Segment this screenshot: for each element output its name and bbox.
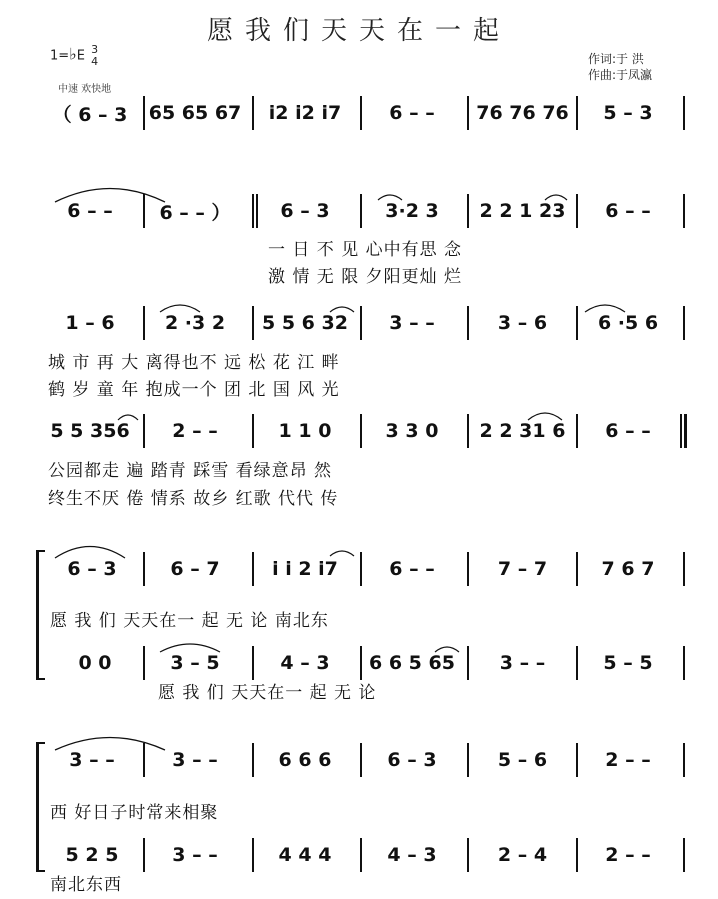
slur-arc xyxy=(160,305,200,312)
measure: 4 – 3 xyxy=(387,844,437,866)
measure: 6 – – xyxy=(67,200,113,222)
measure: 6 ·5 6 xyxy=(597,312,659,334)
tie-arc xyxy=(55,738,165,751)
lyric-verse-1: 一 日 不 见 心中有思 念 xyxy=(268,240,463,260)
measure: 3 – – xyxy=(69,749,115,771)
measure: 5 2 5 xyxy=(65,844,119,866)
measure: 2 – – xyxy=(172,420,218,442)
measure: 3 – – xyxy=(389,312,435,334)
tempo-marking: 中速 欢快地 xyxy=(58,84,112,95)
measure: 6 – – xyxy=(389,102,435,124)
flat-icon: ♭ xyxy=(69,44,77,64)
slur-arc xyxy=(118,415,138,420)
key-note: E xyxy=(76,48,85,64)
lyric-verse-2: 终生不厌 倦 情系 故乡 红歌 代代 传 xyxy=(48,489,339,509)
measure: i2 i2 i7 xyxy=(268,102,342,124)
measure: 5 – 6 xyxy=(497,749,548,771)
measure: 6 – 3 xyxy=(280,200,330,222)
lyric-harmony: 愿 我 们 天天在一 起 无 论 xyxy=(158,683,377,703)
slur-arc xyxy=(435,647,459,652)
composer-credit: 作曲:于凤瀛 xyxy=(588,68,653,82)
slur-arc xyxy=(545,195,567,200)
measure: 5 – 3 xyxy=(603,102,653,124)
slur-arc xyxy=(330,551,354,556)
measure: 5 – 5 xyxy=(603,652,653,674)
key-prefix: 1= xyxy=(50,48,70,64)
lyric-verse-2: 激 情 无 限 夕阳更灿 烂 xyxy=(268,267,463,287)
measure: 6 – – ） xyxy=(159,201,231,224)
lyric-harmony: 南北东西 xyxy=(50,875,122,895)
measure: 3 – – xyxy=(499,652,546,674)
tie-arc xyxy=(55,547,125,559)
slur-arc xyxy=(378,195,402,200)
measure: 6 – – xyxy=(389,558,435,580)
measure: 5 5 356 xyxy=(50,420,130,442)
lyric-verse-2: 鹤 岁 童 年 抱成一个 团 北 国 风 光 xyxy=(48,380,340,400)
lyric-verse-1: 城 市 再 大 离得也不 远 松 花 江 畔 xyxy=(48,353,340,373)
time-denominator: 4 xyxy=(91,55,99,68)
lyric-melody: 西 好日子时常来相聚 xyxy=(50,803,219,823)
time-numerator: 3 xyxy=(91,43,99,56)
measure: 6 – – xyxy=(605,200,651,222)
measure: 2 – 4 xyxy=(497,844,548,866)
slur-arc xyxy=(160,644,220,652)
measure: 5 5 6 32 xyxy=(262,312,348,334)
slur-arc xyxy=(528,413,562,420)
measure: 2 2 1 23 xyxy=(479,200,566,222)
slur-arc xyxy=(585,305,625,312)
measure: 6 – 3 xyxy=(67,558,117,580)
measure: 2 – – xyxy=(605,749,651,771)
slur-arc xyxy=(330,307,354,312)
measure: 1 – 6 xyxy=(65,312,115,334)
tie-arc xyxy=(55,189,165,203)
measure: 6 6 6 xyxy=(278,749,332,771)
lyric-melody: 愿 我 们 天天在一 起 无 论 南北东 xyxy=(50,611,329,631)
measure: 6 – 3 xyxy=(387,749,437,771)
measure: 76 76 76 xyxy=(476,102,569,124)
measure: 65 65 67 xyxy=(148,102,242,124)
measure: 6 6 5 65 xyxy=(369,652,455,674)
measure: 3 – – xyxy=(172,844,218,866)
song-title: 愿我们天天在一起 xyxy=(206,16,511,46)
measure: 3 – 6 xyxy=(497,312,548,334)
measure: 4 4 4 xyxy=(278,844,332,866)
measure: 7 – 7 xyxy=(497,558,548,580)
measure: 1 1 0 xyxy=(278,420,332,442)
measure: 0 0 xyxy=(78,652,112,674)
measure: 2 ·3 2 xyxy=(164,312,226,334)
measure: 6 – 7 xyxy=(170,558,220,580)
measure: 3 – 5 xyxy=(170,652,220,674)
measure: 6 – – xyxy=(605,420,651,442)
measure: （ 6 – 3 xyxy=(52,103,128,126)
measure: 3 3 0 xyxy=(385,420,439,442)
lyricist-credit: 作词:于 洪 xyxy=(588,52,644,66)
measure: 3·2 3 xyxy=(385,200,439,222)
lyric-verse-1: 公园都走 遍 踏青 踩雪 看绿意昂 然 xyxy=(48,461,333,481)
measure: 4 – 3 xyxy=(280,652,330,674)
measure: 2 – – xyxy=(605,844,651,866)
measure: 2 2 31 6 xyxy=(479,420,566,442)
measure: 3 – – xyxy=(172,749,218,771)
measure: 7 6 7 xyxy=(601,558,655,580)
measure: i i 2 i7 xyxy=(272,558,338,580)
